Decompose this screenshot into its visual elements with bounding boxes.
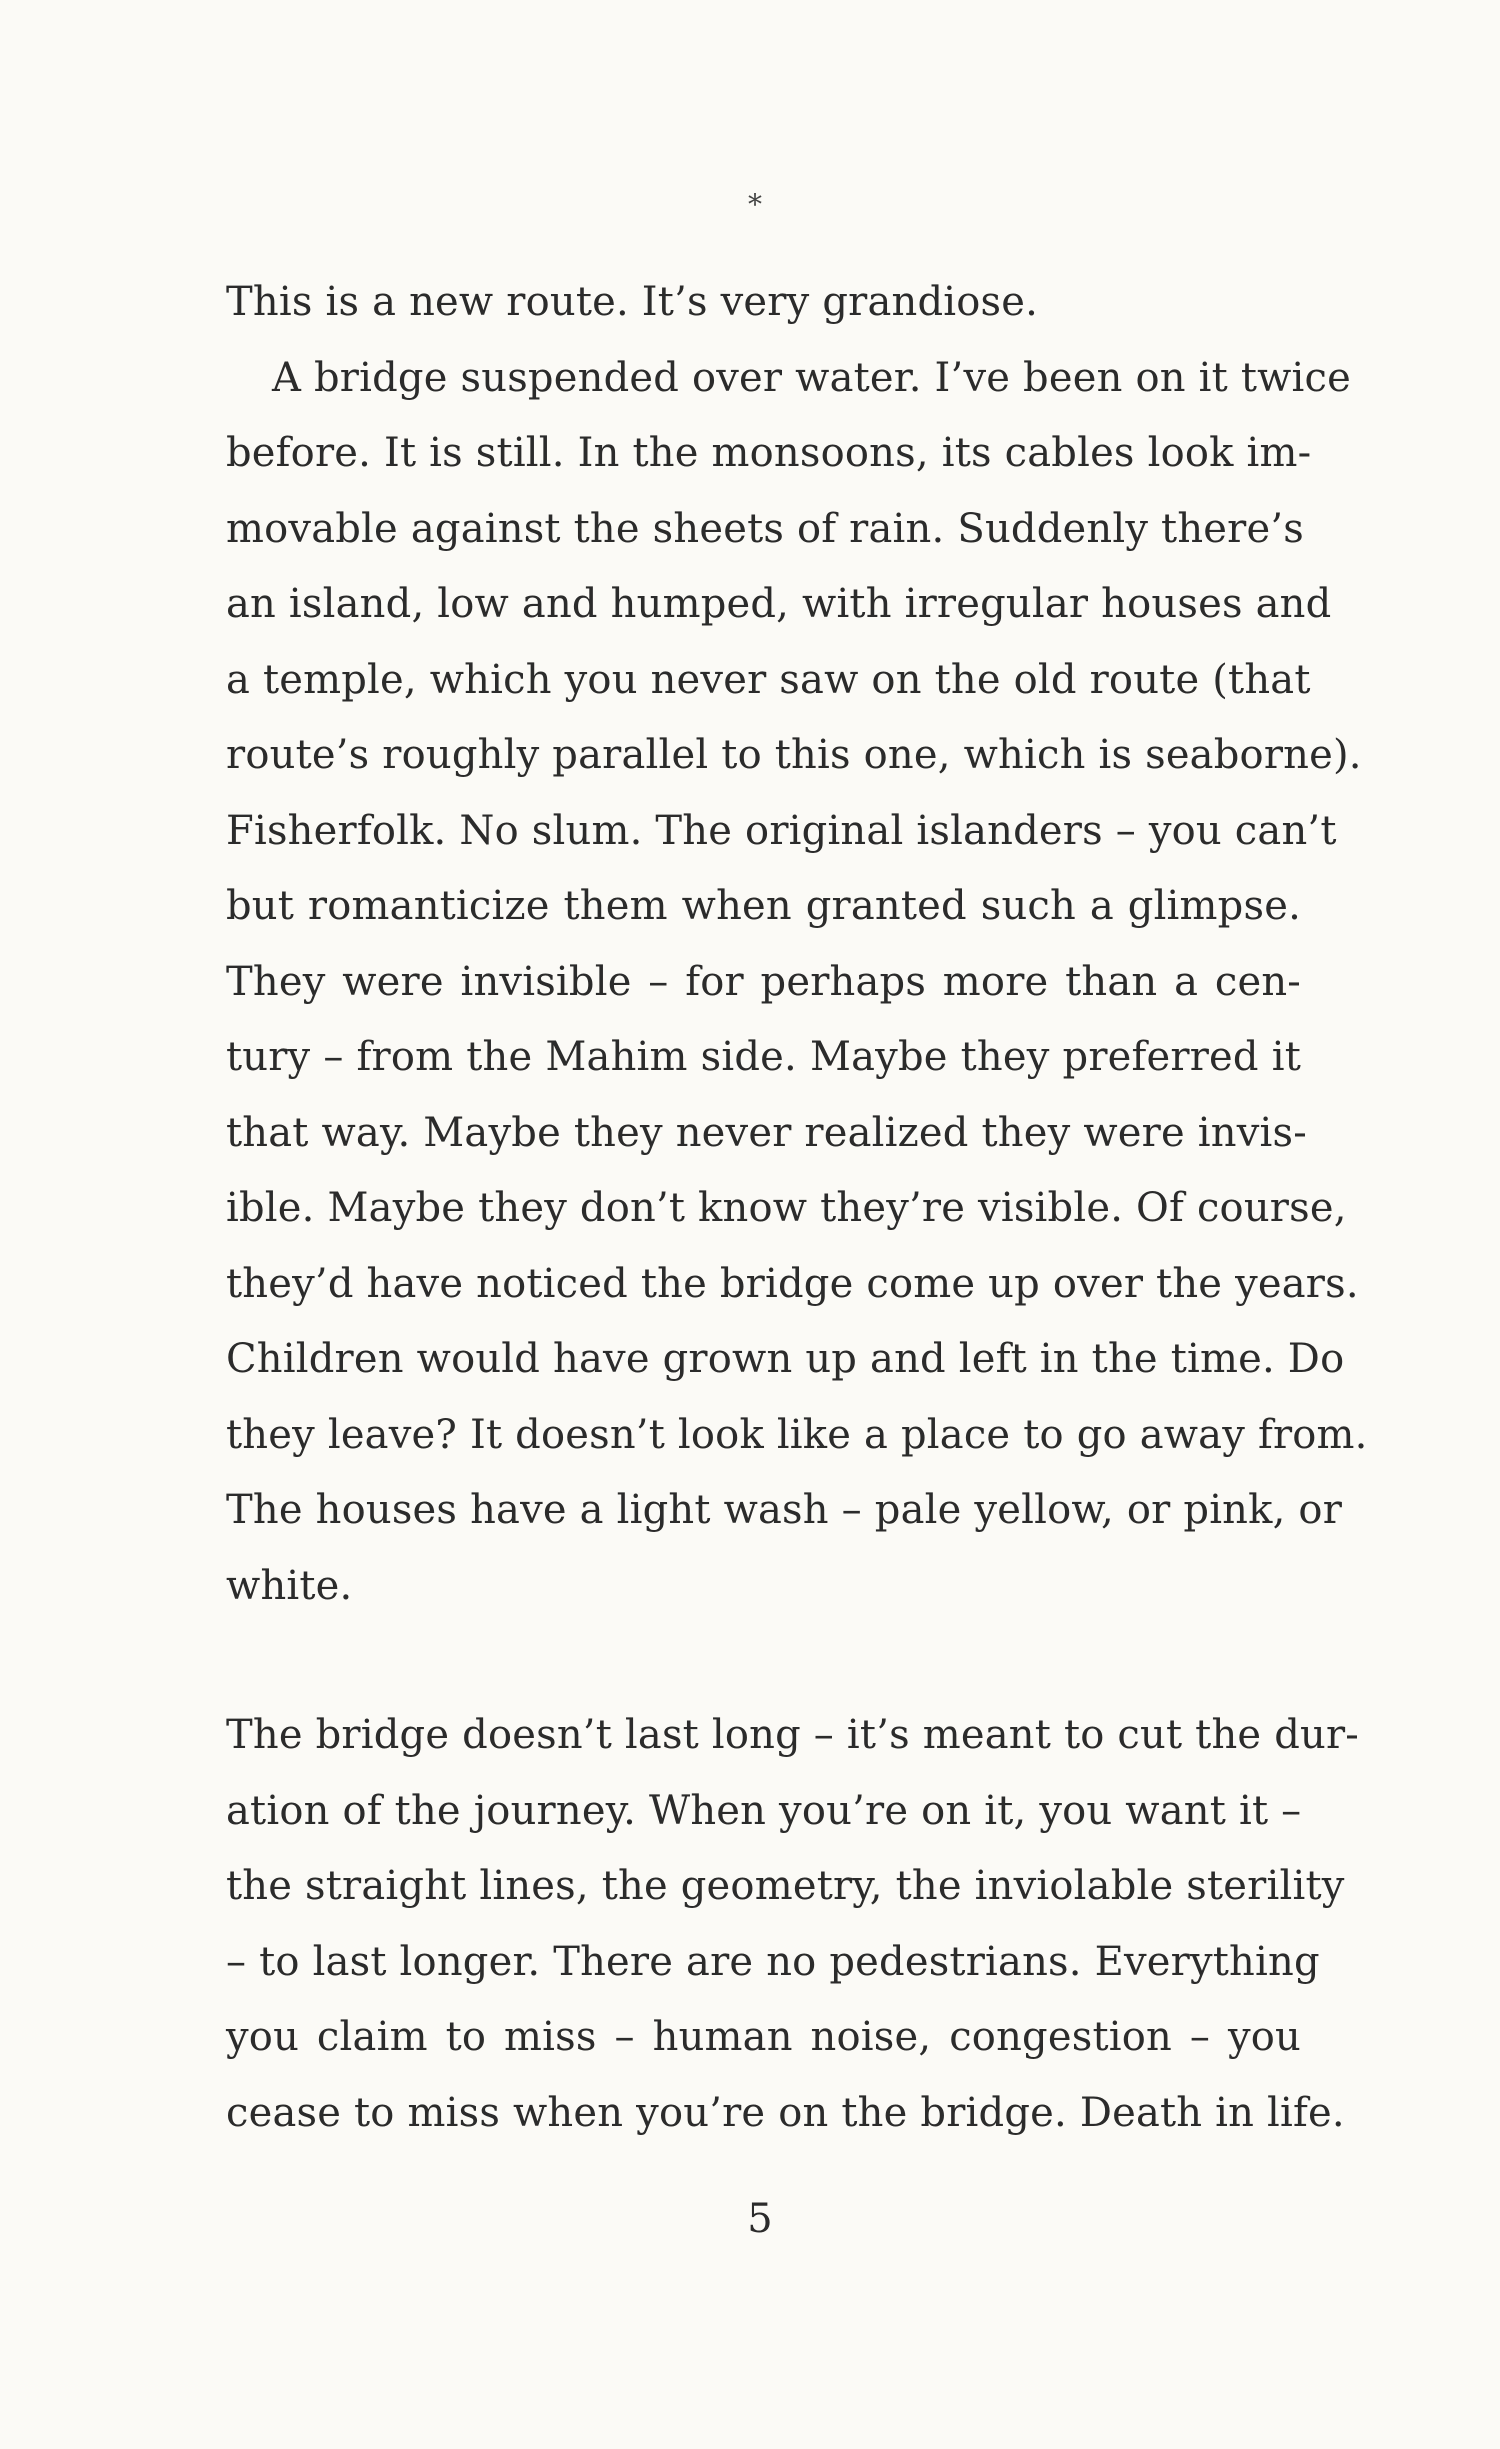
text-line: an island, low and humped, with irregular houses and xyxy=(226,581,1332,627)
text-line: they leave? It doesn’t look like a place to go away from. xyxy=(226,1411,1368,1458)
text-line: that way. Maybe they never realized they were invis- xyxy=(226,1109,1307,1156)
text-line: This is a new route. It’s very grandiose. xyxy=(226,279,1039,325)
text-line: ation of the journey. When you’re on it, you want it – xyxy=(226,1787,1302,1834)
text-line: the straight lines, the geometry, the inviolable sterility xyxy=(226,1863,1345,1909)
text-line: tury – from the Mahim side. Maybe they preferred it xyxy=(226,1034,1301,1080)
text-block-bottom xyxy=(226,1698,1360,2151)
text-line: before. It is still. In the monsoons, its cables look im- xyxy=(226,430,1312,476)
text-line: – to last longer. There are no pedestrians. Everything xyxy=(226,1938,1320,1985)
text-line: white. xyxy=(226,1562,353,1609)
text-line: route’s roughly parallel to this one, which is seaborne). xyxy=(226,732,1362,778)
section-break-ornament: * xyxy=(748,188,762,221)
page-number: 5 xyxy=(747,2196,773,2242)
text-line: but romanticize them when granted such a glimpse. xyxy=(226,883,1301,929)
text-line: The houses have a light wash – pale yellow, or pink, or xyxy=(226,1487,1343,1533)
text-line: Fisherfolk. No slum. The original islanders – you can’t xyxy=(226,807,1337,854)
text-line: They were invisible – for perhaps more than a cen- xyxy=(226,958,1301,1005)
text-block-top xyxy=(226,265,1368,1624)
text-line: ible. Maybe they don’t know they’re visible. Of course, xyxy=(226,1185,1347,1231)
text-line: The bridge doesn’t last long – it’s meant to cut the dur- xyxy=(226,1712,1360,1758)
text-line: A bridge suspended over water. I’ve been on it twice xyxy=(272,354,1351,401)
text-line: you claim to miss – human noise, congestion – you xyxy=(226,2014,1301,2060)
text-line: Children would have grown up and left in the time. Do xyxy=(226,1336,1345,1382)
text-line: cease to miss when you’re on the bridge. Death in life. xyxy=(226,2089,1345,2136)
text-line: a temple, which you never saw on the old route (that xyxy=(226,656,1311,703)
text-line: movable against the sheets of rain. Suddenly there’s xyxy=(226,505,1304,552)
text-line: they’d have noticed the bridge come up over the years. xyxy=(226,1260,1359,1307)
